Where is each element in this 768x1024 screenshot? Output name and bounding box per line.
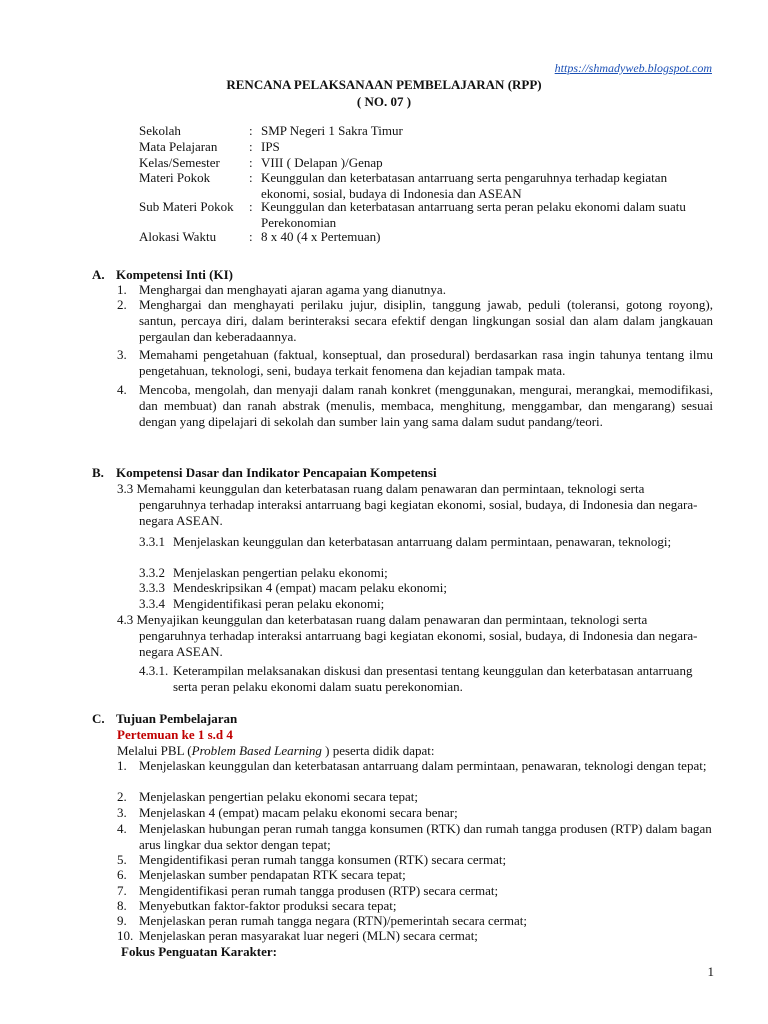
item-text: Menjelaskan sumber pendapatan RTK secara tepat; bbox=[139, 867, 406, 882]
list-item bbox=[117, 282, 713, 298]
section-title: Tujuan Pembelajaran bbox=[116, 711, 238, 726]
intro-text: ) peserta didik dapat: bbox=[321, 743, 435, 758]
indicator-item bbox=[139, 534, 713, 550]
list-item bbox=[117, 867, 713, 883]
list-item bbox=[117, 821, 713, 853]
list-item bbox=[117, 382, 713, 430]
identity-value: Keunggulan dan keterbatasan antarruang serta pengaruhnya terhadap kegiatan ekonomi, sosial, budaya di Indonesia dan ASEAN bbox=[261, 170, 668, 201]
indicator-text: Menjelaskan pengertian pelaku ekonomi; bbox=[173, 565, 388, 580]
identity-row-subject bbox=[139, 139, 719, 155]
intro-text: Melalui PBL ( bbox=[117, 743, 192, 758]
identity-colon: : bbox=[249, 229, 253, 244]
identity-colon: : bbox=[249, 123, 253, 138]
identity-label: Materi Pokok bbox=[139, 170, 211, 185]
list-item bbox=[117, 789, 713, 805]
item-text: Menjelaskan keunggulan dan keterbatasan antarruang dalam permintaan, penawaran, teknologi dengan tepat; bbox=[139, 758, 707, 773]
list-item bbox=[117, 297, 713, 345]
indicator-text: Mengidentifikasi peran pelaku ekonomi; bbox=[173, 596, 385, 611]
meeting-heading: Pertemuan ke 1 s.d 4 bbox=[117, 727, 233, 742]
indicator-item bbox=[139, 580, 713, 596]
identity-label: Sub Materi Pokok bbox=[139, 199, 234, 214]
section-title: Kompetensi Dasar dan Indikator Pencapaian Kompetensi bbox=[116, 465, 437, 480]
identity-value: VIII ( Delapan )/Genap bbox=[261, 155, 383, 170]
section-letter: A. bbox=[92, 267, 105, 282]
list-item bbox=[117, 928, 713, 944]
kd-text: 3.3 Memahami keunggulan dan keterbatasan ruang dalam penawaran dan permintaan, teknologi serta bbox=[117, 481, 645, 496]
indicator-number: 3.3.3 bbox=[139, 580, 165, 595]
item-text: Menjelaskan pengertian pelaku ekonomi secara tepat; bbox=[139, 789, 419, 804]
identity-label: Mata Pelajaran bbox=[139, 139, 218, 154]
item-text: Mencoba, mengolah, dan menyaji dalam ranah konkret (menggunakan, mengurai, merangkai, memodifikasi, dan membuat) dan ranah abstrak (menulis, membaca, menghitung, menggambar, dan mengarang) sesuai dengan yang dipelajari di sekolah dan sumber lain yang sama dalam sudut pandang/teori. bbox=[139, 382, 713, 429]
character-focus-heading: Fokus Penguatan Karakter: bbox=[121, 944, 277, 959]
item-number: 4. bbox=[117, 821, 127, 836]
item-number: 2. bbox=[117, 789, 127, 804]
item-number: 7. bbox=[117, 883, 127, 898]
identity-row-school bbox=[139, 123, 719, 139]
item-number: 6. bbox=[117, 867, 127, 882]
section-title: Kompetensi Inti (KI) bbox=[116, 267, 233, 282]
item-text: Memahami pengetahuan (faktual, konseptual, dan prosedural) berdasarkan rasa ingin tahunya tentang ilmu pengetahuan, teknologi, seni, budaya terkait fenomena dan kejadian tampak mata. bbox=[139, 347, 713, 378]
identity-label: Alokasi Waktu bbox=[139, 229, 217, 244]
identity-value: 8 x 40 (4 x Pertemuan) bbox=[261, 229, 381, 244]
list-item bbox=[117, 883, 713, 899]
list-item bbox=[117, 347, 713, 379]
item-number: 2. bbox=[117, 297, 127, 312]
identity-colon: : bbox=[249, 199, 253, 214]
page-number: 1 bbox=[707, 964, 714, 979]
intro-emphasis: Problem Based Learning bbox=[191, 743, 322, 758]
list-item bbox=[117, 898, 713, 914]
item-number: 1. bbox=[117, 282, 127, 297]
identity-row-topic bbox=[139, 170, 719, 202]
identity-label: Sekolah bbox=[139, 123, 181, 138]
indicator-text: Keterampilan melaksanakan diskusi dan presentasi tentang keunggulan dan keterbatasan antarruang serta peran pelaku ekonomi dalam suatu perekonomian. bbox=[173, 663, 693, 694]
list-item bbox=[117, 805, 713, 821]
item-text: Menyebutkan faktor-faktor produksi secara tepat; bbox=[139, 898, 397, 913]
list-item bbox=[117, 852, 713, 868]
indicator-text: Mendeskripsikan 4 (empat) macam pelaku ekonomi; bbox=[173, 580, 448, 595]
objectives-intro bbox=[117, 743, 435, 759]
indicator-item bbox=[139, 565, 713, 581]
identity-colon: : bbox=[249, 139, 253, 154]
document-title: RENCANA PELAKSANAAN PEMBELAJARAN (RPP) bbox=[226, 77, 542, 92]
section-a-heading bbox=[92, 267, 233, 283]
identity-colon: : bbox=[249, 170, 253, 185]
identity-colon: : bbox=[249, 155, 253, 170]
item-text: Menjelaskan peran rumah tangga negara (RTN)/pemerintah secara cermat; bbox=[139, 913, 527, 928]
item-text: Menjelaskan peran masyarakat luar negeri (MLN) secara cermat; bbox=[139, 928, 478, 943]
indicator-item bbox=[139, 663, 713, 695]
section-c-heading bbox=[92, 711, 237, 727]
identity-row-time bbox=[139, 229, 719, 245]
identity-value: SMP Negeri 1 Sakra Timur bbox=[261, 123, 403, 138]
item-number: 9. bbox=[117, 913, 127, 928]
identity-row-class bbox=[139, 155, 719, 171]
section-letter: C. bbox=[92, 711, 105, 726]
identity-value: Keunggulan dan keterbatasan antarruang serta peran pelaku ekonomi dalam suatu Perekonomian bbox=[261, 199, 686, 230]
item-number: 8. bbox=[117, 898, 127, 913]
item-number: 1. bbox=[117, 758, 127, 773]
item-number: 3. bbox=[117, 805, 127, 820]
kd-text: pengaruhnya terhadap interaksi antarruang bagi kegiatan ekonomi, sosial, budaya, di Indonesia dan negara-negara ASEAN. bbox=[139, 628, 698, 659]
indicator-number: 3.3.1 bbox=[139, 534, 165, 549]
identity-label: Kelas/Semester bbox=[139, 155, 220, 170]
indicator-item bbox=[139, 596, 713, 612]
item-text: Menjelaskan 4 (empat) macam pelaku ekonomi secara benar; bbox=[139, 805, 458, 820]
section-b-heading bbox=[92, 465, 437, 481]
item-text: Mengidentifikasi peran rumah tangga konsumen (RTK) secara cermat; bbox=[139, 852, 507, 867]
kd-item-4-3 bbox=[117, 612, 713, 660]
section-letter: B. bbox=[92, 465, 104, 480]
item-text: Menjelaskan hubungan peran rumah tangga konsumen (RTK) dan rumah tangga produsen (RTP) dalam bagan arus lingkar dua sektor dengan tepat; bbox=[139, 821, 712, 852]
source-url-link[interactable]: https://shmadyweb.blogspot.com bbox=[554, 61, 712, 75]
item-number: 10. bbox=[117, 928, 134, 943]
item-number: 3. bbox=[117, 347, 127, 362]
item-text: Menghargai dan menghayati ajaran agama yang dianutnya. bbox=[139, 282, 446, 297]
list-item bbox=[117, 913, 713, 929]
indicator-number: 4.3.1. bbox=[139, 663, 169, 678]
indicator-number: 3.3.2 bbox=[139, 565, 165, 580]
identity-row-subtopic bbox=[139, 199, 719, 231]
item-text: Mengidentifikasi peran rumah tangga produsen (RTP) secara cermat; bbox=[139, 883, 499, 898]
document-number: ( NO. 07 ) bbox=[356, 94, 412, 109]
kd-text: pengaruhnya terhadap interaksi antarruang bagi kegiatan ekonomi, sosial, budaya, di Indonesia dan negara-negara ASEAN. bbox=[139, 497, 698, 528]
kd-item-3-3 bbox=[117, 481, 713, 529]
item-text: Menghargai dan menghayati perilaku jujur, disiplin, tanggung jawab, peduli (toleransi, gotong royong), santun, percaya diri, dalam berinteraksi secara efektif dengan lingkungan sosial dan alam dalam jangkauan pergaulan dan keberadaannya. bbox=[139, 297, 713, 344]
item-number: 5. bbox=[117, 852, 127, 867]
indicator-number: 3.3.4 bbox=[139, 596, 165, 611]
identity-value: IPS bbox=[261, 139, 280, 154]
indicator-text: Menjelaskan keunggulan dan keterbatasan antarruang dalam permintaan, penawaran, teknologi; bbox=[173, 534, 672, 549]
item-number: 4. bbox=[117, 382, 127, 397]
kd-text: 4.3 Menyajikan keunggulan dan keterbatasan ruang dalam penawaran dan permintaan, teknologi serta bbox=[117, 612, 648, 627]
list-item bbox=[117, 758, 713, 774]
